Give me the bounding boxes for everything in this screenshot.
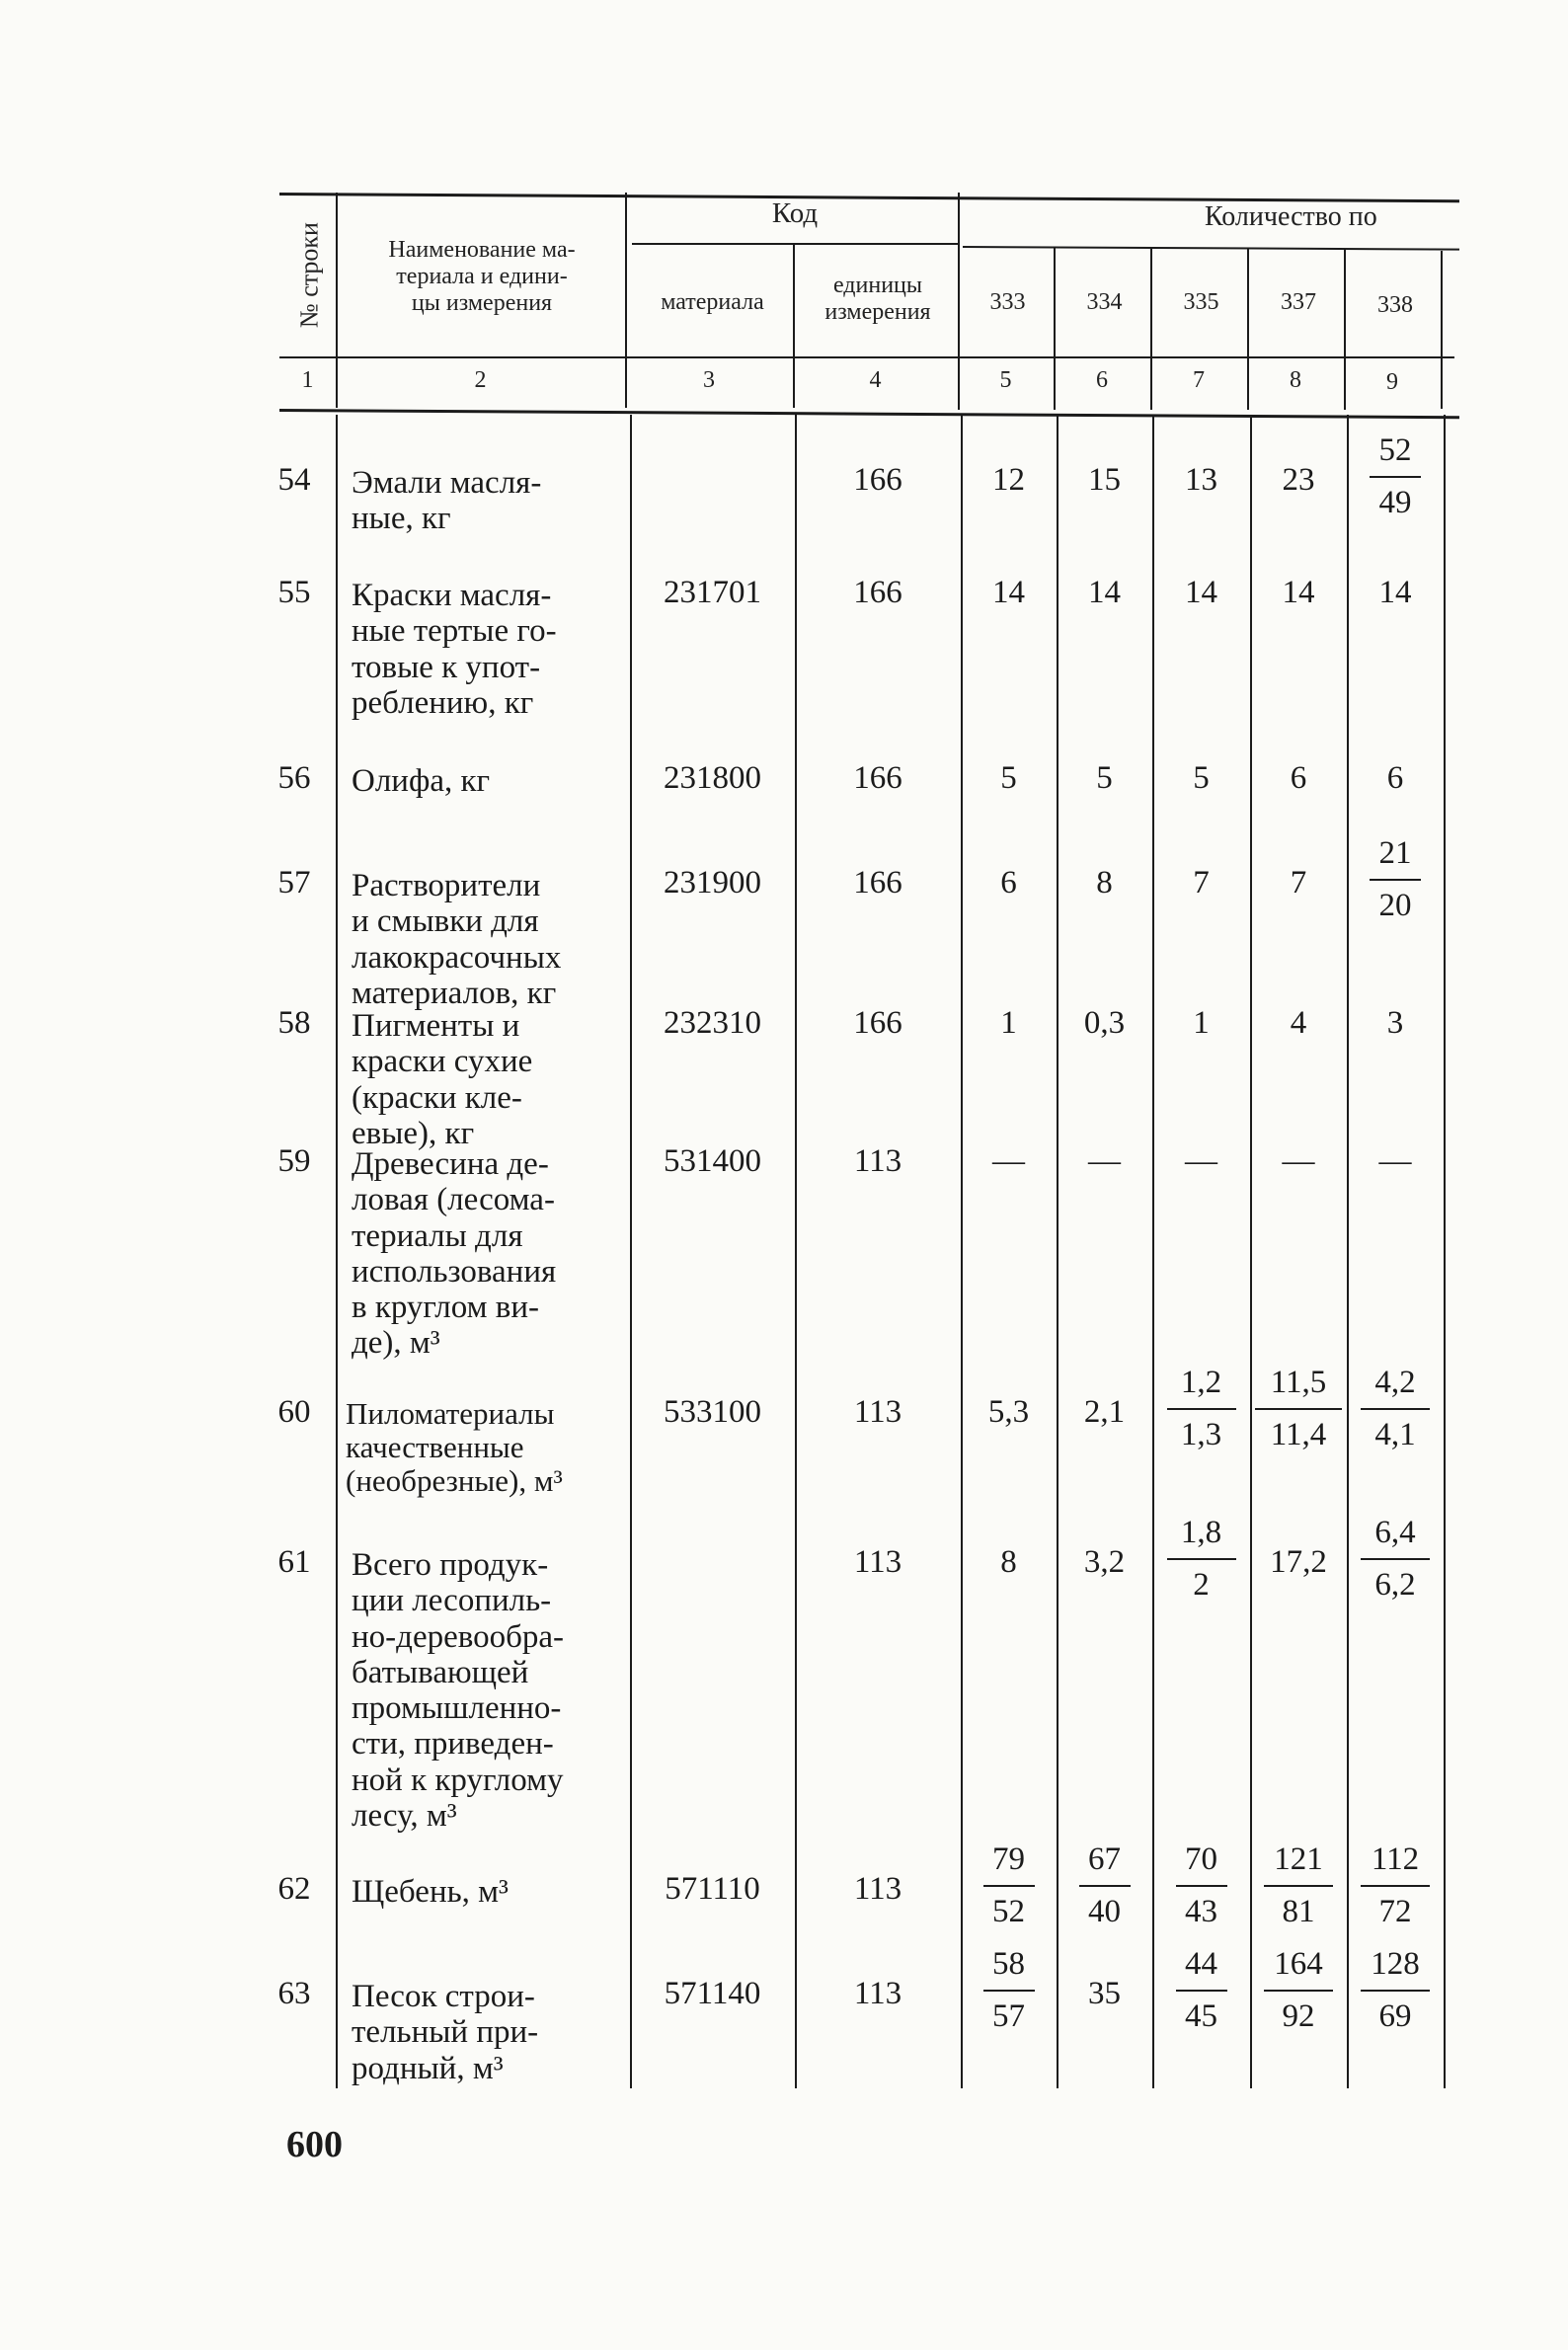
header-col-338: 338 (1377, 292, 1413, 318)
quantity-value: 12 (992, 462, 1025, 498)
material-name: Олифа, кг (352, 763, 491, 799)
row-number: 60 (277, 1394, 311, 1430)
fraction-bar (1264, 1990, 1333, 1992)
fraction-denominator: 57 (992, 1998, 1025, 2034)
quantity-value: — (1088, 1143, 1121, 1179)
quantity-fraction (961, 1843, 1057, 1928)
row-number: 59 (277, 1143, 311, 1179)
quantity-value: — (1378, 1143, 1412, 1179)
quantity-fraction (1250, 1367, 1347, 1451)
material-name: Щебень, м³ (352, 1874, 509, 1910)
quantity-value: 1 (1193, 1005, 1210, 1041)
quantity-value: 3 (1386, 1005, 1404, 1041)
quantity-value: 14 (992, 575, 1025, 610)
material-name: Древесина де- ловая (лесома- териалы для использования в круглом ви- де), м³ (352, 1146, 557, 1362)
quantity-value: 17,2 (1270, 1544, 1327, 1580)
fraction-denominator: 11,4 (1270, 1417, 1327, 1452)
quantity-value: — (992, 1143, 1025, 1179)
quantity-value: 6 (1290, 760, 1307, 796)
unit-code: 166 (853, 575, 902, 610)
material-code: 231900 (664, 865, 761, 901)
quantity-fraction (1250, 1948, 1347, 2033)
material-code: 531400 (664, 1143, 761, 1179)
fraction-bar (1264, 1885, 1333, 1887)
header-row-no: № строки (294, 222, 324, 329)
quantity-value: 8 (1000, 1544, 1017, 1580)
material-code: 231701 (664, 575, 761, 610)
unit-code: 113 (853, 1394, 902, 1430)
fraction-numerator: 1,8 (1180, 1515, 1222, 1550)
fraction-denominator: 6,2 (1374, 1567, 1416, 1603)
body-vline-6 (1152, 415, 1154, 2088)
quantity-value: 5,3 (987, 1394, 1030, 1430)
body-vline-5 (1057, 415, 1058, 2088)
quantity-value: 4 (1290, 1005, 1307, 1041)
fraction-bar (983, 1990, 1035, 1992)
unit-code: 166 (853, 865, 902, 901)
fraction-numerator: 70 (1185, 1841, 1217, 1877)
row-number: 55 (277, 575, 311, 610)
unit-code: 166 (853, 462, 902, 498)
row-number: 62 (277, 1871, 311, 1907)
material-code: 571110 (665, 1871, 760, 1907)
quantity-fraction (1152, 1843, 1250, 1928)
colnum-1: 1 (301, 367, 314, 393)
quantity-fraction (1152, 1948, 1250, 2033)
quantity-fraction (1347, 1367, 1444, 1451)
row-number: 61 (277, 1544, 311, 1580)
fraction-denominator: 52 (992, 1894, 1025, 1929)
fraction-denominator: 43 (1185, 1894, 1217, 1929)
quantity-value: 15 (1088, 462, 1121, 498)
quantity-value: 6 (1000, 865, 1017, 901)
fraction-denominator: 20 (1378, 888, 1412, 923)
quantity-value: 7 (1193, 865, 1210, 901)
quantity-fraction (1152, 1367, 1250, 1451)
quantity-fraction (1057, 1843, 1152, 1928)
quantity-fraction (1250, 1843, 1347, 1928)
header-col-334: 334 (1086, 289, 1123, 315)
header-bottom-rule (279, 356, 1454, 358)
colnum-8: 8 (1290, 367, 1301, 393)
quantity-value: 13 (1185, 462, 1217, 498)
quantity-value: 35 (1088, 1976, 1121, 2011)
row-number: 58 (277, 1005, 311, 1041)
quantity-value: 5 (1096, 760, 1113, 796)
quantity-value: — (1185, 1143, 1217, 1179)
fraction-numerator: 52 (1378, 432, 1412, 468)
fraction-denominator: 45 (1185, 1998, 1217, 2034)
material-name: Пиломатериалы качественные (необрезные), м³ (346, 1396, 563, 1499)
body-vline-2 (630, 415, 632, 2088)
fraction-denominator: 40 (1088, 1894, 1121, 1929)
body-vline-3 (795, 415, 797, 2088)
quantity-value: 14 (1282, 575, 1315, 610)
material-name: Эмали масля- ные, кг (352, 465, 542, 537)
quantity-fraction (1347, 1948, 1444, 2033)
fraction-numerator: 67 (1088, 1841, 1121, 1877)
unit-code: 113 (853, 1871, 902, 1907)
quantity-value: 1 (1000, 1005, 1017, 1041)
quantity-value: 8 (1096, 865, 1113, 901)
fraction-denominator: 92 (1282, 1998, 1315, 2034)
material-name: Всего продук- ции лесопиль- но-деревообра- батывающей промышленно- сти, приведен- ной к круглому лесу, м³ (352, 1547, 565, 1835)
row-number: 57 (277, 865, 311, 901)
colnum-7: 7 (1193, 367, 1205, 393)
quantity-fraction (1152, 1517, 1250, 1602)
quantity-value: 23 (1282, 462, 1315, 498)
fraction-denominator: 49 (1378, 485, 1412, 520)
header-code-unit: единицы измерения (824, 273, 931, 325)
quantity-value: 5 (1000, 760, 1017, 796)
fraction-numerator: 1,2 (1180, 1365, 1222, 1400)
material-name: Растворители и смывки для лакокрасочных материалов, кг (352, 868, 562, 1011)
fraction-bar (1361, 1408, 1430, 1410)
header-code: Код (771, 197, 819, 229)
quantity-value: 2,1 (1083, 1394, 1126, 1430)
fraction-denominator: 69 (1378, 1998, 1412, 2034)
fraction-bar (983, 1885, 1035, 1887)
quantity-value: 7 (1290, 865, 1307, 901)
quantity-value: 14 (1088, 575, 1121, 610)
fraction-numerator: 58 (992, 1946, 1025, 1982)
fraction-bar (1167, 1408, 1236, 1410)
quantity-value: 0,3 (1083, 1005, 1126, 1041)
body-vline-4 (961, 415, 963, 2088)
quantity-fraction (961, 1948, 1057, 2033)
row-number: 54 (277, 462, 311, 498)
fraction-numerator: 6,4 (1374, 1515, 1416, 1550)
fraction-bar (1079, 1885, 1131, 1887)
colnum-9: 9 (1386, 369, 1398, 395)
fraction-bar (1167, 1558, 1236, 1560)
header-name: Наименование ма- териала и едини- цы измерения (388, 237, 576, 316)
fraction-bar (1255, 1408, 1342, 1410)
fraction-denominator: 72 (1378, 1894, 1412, 1929)
quantity-fraction (1347, 1517, 1444, 1602)
unit-code: 166 (853, 760, 902, 796)
material-name: Песок строи- тельный при- родный, м³ (352, 1979, 539, 2086)
fraction-bar (1361, 1990, 1430, 1992)
quantity-subheader-rule (963, 246, 1459, 251)
fraction-numerator: 112 (1371, 1841, 1420, 1877)
body-vline-7 (1250, 415, 1252, 2088)
quantity-value: 14 (1378, 575, 1412, 610)
material-code: 231800 (664, 760, 761, 796)
fraction-bar (1176, 1990, 1227, 1992)
fraction-bar (1361, 1558, 1430, 1560)
material-name: Пигменты и краски сухие (краски кле- евые), кг (352, 1008, 533, 1151)
colnum-5: 5 (999, 367, 1012, 393)
material-code: 232310 (664, 1005, 761, 1041)
quantity-fraction (1347, 1843, 1444, 1928)
fraction-numerator: 21 (1378, 835, 1412, 871)
fraction-bar (1176, 1885, 1227, 1887)
colnum-2: 2 (474, 367, 487, 393)
colnum-6: 6 (1096, 367, 1108, 393)
row-number: 63 (277, 1976, 311, 2011)
fraction-numerator: 4,2 (1374, 1365, 1416, 1400)
quantity-value: 14 (1185, 575, 1217, 610)
header-vline-9 (1441, 251, 1443, 409)
quantity-value: — (1282, 1143, 1315, 1179)
fraction-numerator: 164 (1274, 1946, 1323, 1982)
fraction-bar (1370, 476, 1421, 478)
material-name: Краски масля- ные тертые го- товые к упот- реблению, кг (352, 578, 557, 721)
unit-code: 166 (853, 1005, 902, 1041)
fraction-numerator: 79 (992, 1841, 1025, 1877)
material-code: 533100 (664, 1394, 761, 1430)
fraction-numerator: 11,5 (1270, 1365, 1327, 1400)
fraction-denominator: 81 (1282, 1894, 1315, 1929)
quantity-value: 6 (1386, 760, 1404, 796)
fraction-numerator: 128 (1371, 1946, 1420, 1982)
header-col-335: 335 (1183, 289, 1219, 315)
quantity-fraction (1347, 837, 1444, 922)
header-quantity: Количество по (1205, 201, 1377, 232)
quantity-value: 5 (1193, 760, 1210, 796)
colnum-3: 3 (703, 367, 715, 393)
header-col-333: 333 (989, 289, 1026, 315)
fraction-denominator: 2 (1193, 1567, 1210, 1603)
fraction-bar (1370, 879, 1421, 881)
fraction-numerator: 44 (1185, 1946, 1217, 1982)
unit-code: 113 (853, 1143, 902, 1179)
code-subheader-rule (632, 243, 958, 245)
colnum-bottom-rule (279, 409, 1459, 419)
fraction-numerator: 121 (1274, 1841, 1323, 1877)
quantity-fraction (1347, 434, 1444, 519)
header-code-material: материала (661, 289, 764, 315)
header-col-337: 337 (1281, 289, 1316, 315)
fraction-bar (1361, 1885, 1430, 1887)
quantity-value: 3,2 (1083, 1544, 1126, 1580)
material-code: 571140 (664, 1976, 761, 2011)
fraction-denominator: 1,3 (1180, 1417, 1222, 1452)
body-vline-8 (1347, 415, 1349, 2088)
unit-code: 113 (853, 1976, 902, 2011)
body-vline-1 (336, 415, 338, 2088)
row-number: 56 (277, 760, 311, 796)
body-vline-9 (1444, 415, 1446, 2088)
fraction-denominator: 4,1 (1374, 1417, 1416, 1452)
page-number: 600 (286, 2124, 343, 2165)
colnum-4: 4 (869, 367, 882, 393)
unit-code: 113 (853, 1544, 902, 1580)
